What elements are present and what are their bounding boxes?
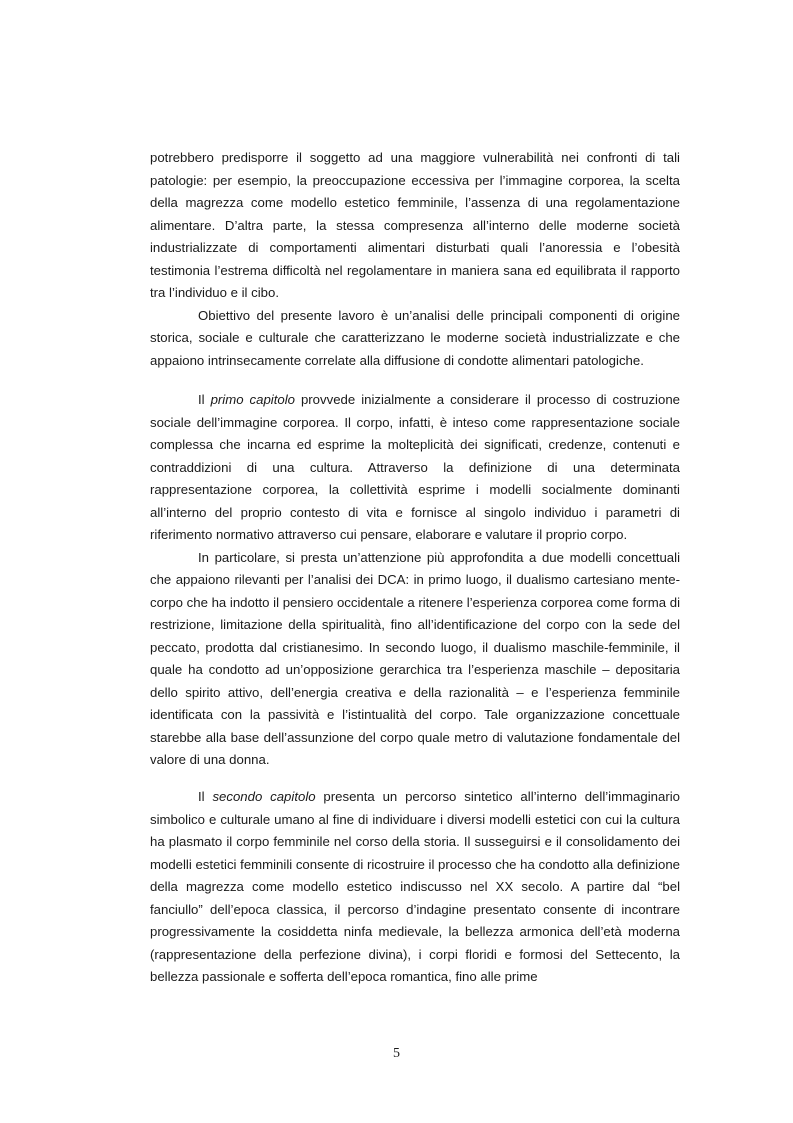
paragraph-dualism: In particolare, si presta un’attenzione più approfondita a due modelli concettuali che appaiono rilevanti per l’analisi dei DCA: in primo luogo, il dualismo cartesiano mente-corpo che ha indotto il pensiero occidentale a ritenere l’esperienza corporea come forma di restrizione, limitazione della spiritualità, fino all’identificazione del corpo con la sede del peccato, prodotta dal cristianesimo. In secondo luogo, il dualismo maschile-femminile, il quale ha condotto ad un’opposizione gerarchica tra l’esperienza maschile – depositaria dello spirito attivo, dell’energia creativa e della razionalità – e l’esperienza femminile identificata con la passività e l’istintualità del corpo. Tale organizzazione concettuale starebbe alla base dell’assunzione del corpo quale metro di valutazione fondamentale del valore di una donna. — [150, 549, 680, 767]
paragraph-first-chapter — [150, 389, 680, 547]
paragraph-prefix: Il — [198, 392, 211, 407]
chapter-reference-second: secondo capitolo — [212, 789, 316, 804]
text-section-intro — [150, 147, 680, 372]
text-section-first-chapter — [150, 389, 680, 772]
paragraph-body: provvede inizialmente a considerare il processo di costruzione sociale dell’immagine corporea. Il corpo, infatti, è inteso come rappresentazione sociale complessa che incarna ed esprime la molteplicità dei significati, credenze, contenuti e contraddizioni di una cultura. Attraverso la definizione di una determinata rappresentazione corporea, la collettività esprime i modelli socialmente dominanti all’interno del proprio contesto di vita e fornisce al singolo individuo i parametri di riferimento normativo attraverso cui pensare, elaborare e valutare il proprio corpo. — [150, 392, 680, 542]
paragraph-prefix: Il — [198, 789, 213, 804]
page-number: 5 — [393, 1046, 400, 1061]
paragraph-second-chapter — [150, 786, 680, 989]
chapter-reference-first: primo capitolo — [210, 392, 295, 407]
paragraph-continuation: potrebbero predisporre il soggetto ad una maggiore vulnerabilità nei confronti di tali patologie: per esempio, la preoccupazione eccessiva per l’immagine corporea, la scelta della magrezza come modello estetico femminile, l’assenza di una regolamentazione alimentare. D’altra parte, la stessa compresenza all’interno delle moderne società industrializzate di comportamenti alimentari disturbati quali l’anoressia e l’obesità testimonia l’estrema difficoltà nel regolamentare in maniera sana ed equilibrata il rapporto tra l’individuo e il cibo. — [150, 150, 680, 300]
paragraph-objective: Obiettivo del presente lavoro è un’analisi delle principali componenti di origine storica, sociale e culturale che caratterizzano le moderne società industrializzate e che appaiono intrinsecamente correlate alla diffusione di condotte alimentari patologiche. — [150, 307, 680, 368]
paragraph-body: presenta un percorso sintetico all’interno dell’immaginario simbolico e culturale umano al fine di individuare i diversi modelli estetici con cui la cultura ha plasmato il corpo femminile nel corso della storia. Il susseguirsi e il consolidamento dei modelli estetici femminili consente di ricostruire il processo che ha condotto alla definizione della magrezza come modello estetico indiscusso nel XX secolo. A partire dal “bel fanciullo” dell’epoca classica, il percorso d’indagine presentato consente di incontrare progressivamente la cosiddetta ninfa medievale, la bellezza armonica dell’età moderna (rappresentazione della perfezione divina), i corpi floridi e formosi del Settecento, la bellezza passionale e sofferta dell’epoca romantica, fino alle prime — [150, 789, 680, 984]
text-section-second-chapter — [150, 786, 680, 989]
